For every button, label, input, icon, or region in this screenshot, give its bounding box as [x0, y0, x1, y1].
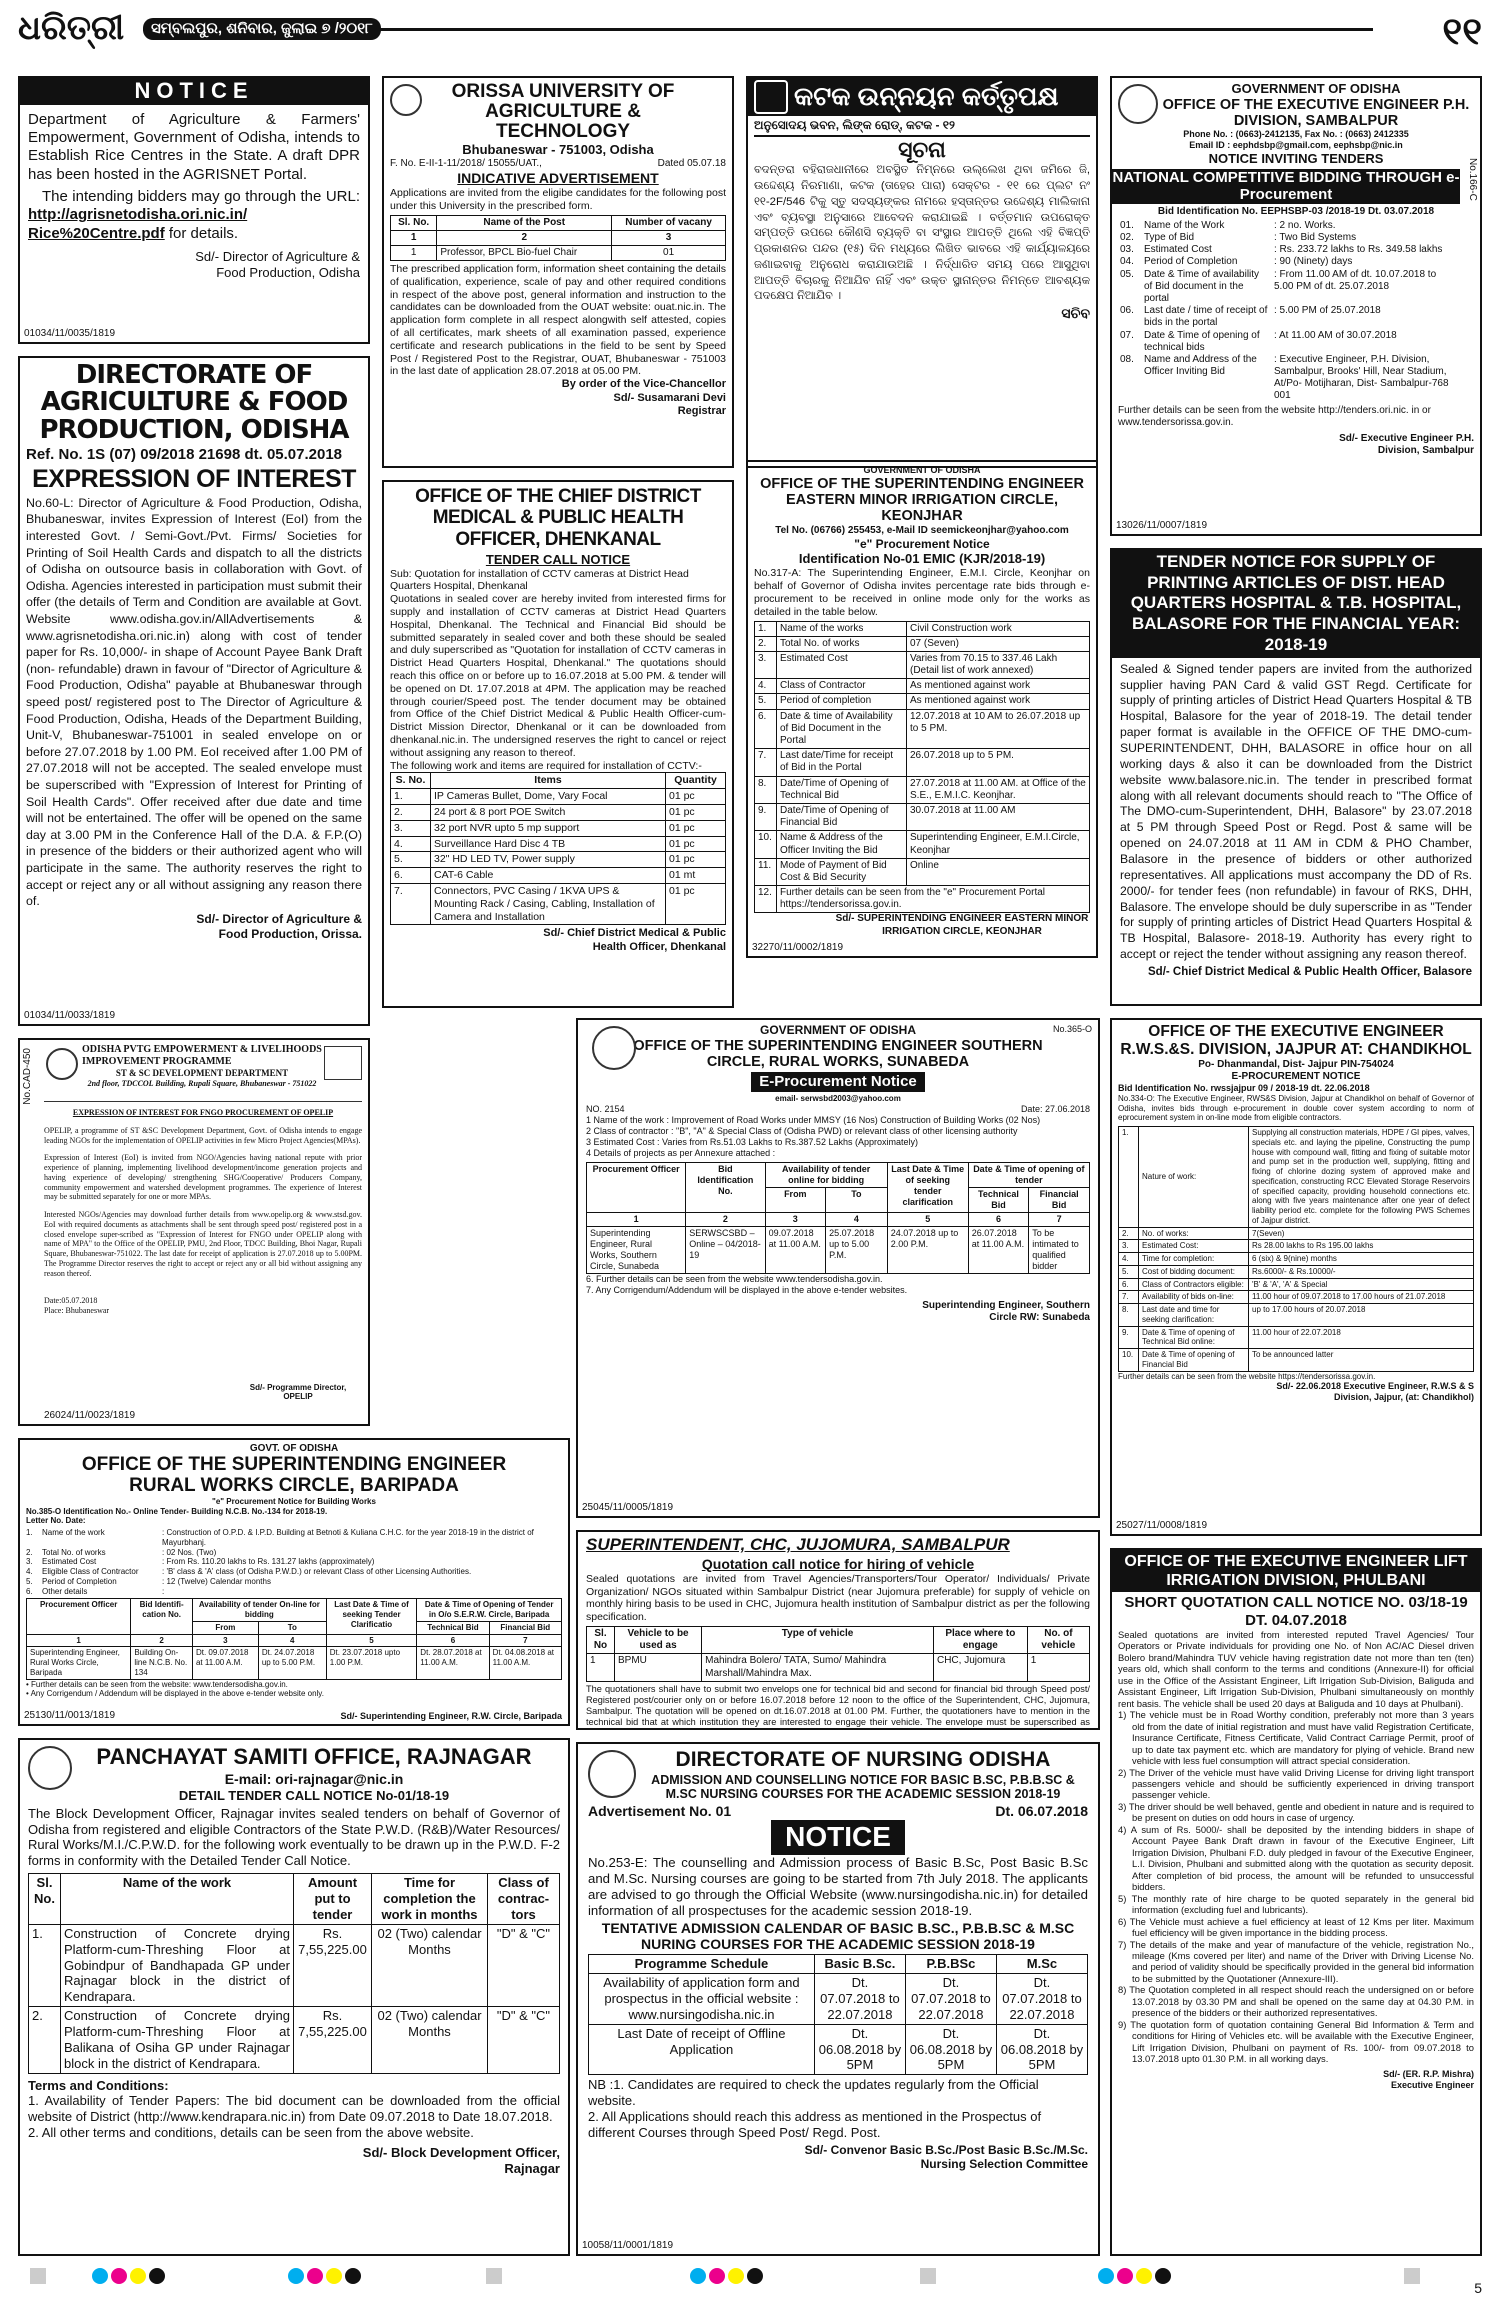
ps-term1: 1. Availability of Tender Papers: The bid document can be downloaded from the official website of District (http://www.kendrapara.nic.in) from Date 09.07.2018 to Date 18.07.2018.: [28, 2093, 560, 2125]
rwc-ref: 25130/11/0013/1819: [24, 1709, 116, 1721]
cyan-dot: [1098, 2268, 1114, 2284]
ouat-sub: INDICATIVE ADVERTISEMENT: [457, 169, 659, 186]
rws-table: [1118, 1126, 1474, 1372]
ouat-intro: Applications are invited from the eligibe candidates for the following post under this University in the prescribed form.: [390, 186, 726, 212]
page-number-odia: ୧୧: [1442, 8, 1482, 53]
table-row: 7. Connectors, PVC Casing / 1KVA UPS & Mounting Rack / Casing, Cabling, Installation of Camera and Installation 01 pc: [391, 883, 726, 924]
odisha-emblem-icon: [28, 1746, 72, 1790]
ouat-order: By order of the Vice-Chancellor: [561, 378, 726, 391]
table-row: 6. Class of Contractors eligible: 'B' & 'A', 'A' & Special: [1119, 1278, 1474, 1291]
table-row: 2. 24 port & 8 port POE Switch 01 pc: [391, 805, 726, 821]
ps-table: Sl. No. Name of the work Amount put to tender Time for completion the work in months Class of contrac-tors 1. Construction of Concrete drying Platform-cum-Threshing Floor at Gobindpur of Bandhapada GP under Rajnagar block in the district of Kendrapara. Rs. 7,55,225.00 02 (Two) calendar Months "D" & "C" 2. Construction of Concrete drying Platform-cum-Threshing Floor at Balikana of Osiha GP under Rajnagar block in the district of Kendrapara. Rs. 7,55,225.00 02 (Two) calendar Months "D" & "C": [28, 1873, 560, 2073]
magenta-dot: [1117, 2268, 1133, 2284]
ph-ref: 13026/11/0007/1819: [1116, 519, 1208, 531]
table-row: 5. Cost of bidding document: Rs.6000/- & Rs.10000/-: [1119, 1265, 1474, 1278]
table-row: 8. Last date and time for seeking clarification: up to 17.00 hours of 20.07.2018: [1119, 1304, 1474, 1327]
yellow-dot: [130, 2268, 146, 2284]
cdmo-list-intro: The following work and items are required for installation of CCTV:-: [390, 759, 702, 772]
list-item: 4) A sum of Rs. 5000/- shall be deposited by the intending bidders in shape of Account Payee Bank Draft drawn in favour of the Executive Engineer, Lift Irrigation Division, Phulbani F.D. duly pledged in favour of the Executive Engineer, L.I. Division, Phulbani and submitted along with the quotation as security deposit. After completion of bid process, the amount will be refunded to unsuccessful bidders.: [1118, 1823, 1474, 1893]
ps-term2: 2. All other terms and conditions, details can be seen from the above website.: [28, 2125, 474, 2141]
rws-signature: Sd/- 22.06.2018 Executive Engineer, R.W.S & S Division, Jajpur, (at: Chandikhol): [1276, 1381, 1474, 1403]
chc-table: Sl. No Vehicle to be used as Type of vehicle Place where to engage No. of vehicle 1 BPMU Mahindra Bolero/ TATA, Sumo/ Mahindra Marshall/Mahindra Max. CHC, Jujomura 1: [586, 1626, 1090, 1682]
ref-number: 01034/11/0035/1819: [24, 327, 116, 339]
list-item: 6. Other details :: [26, 1586, 165, 1596]
ph-sambalpur: [1110, 76, 1482, 536]
black-dot: [1155, 2268, 1171, 2284]
table-row: 08. Name and Address of the Officer Inviting Bid : Executive Engineer, P.H. Division, Sambalpur, Brooks' Hill, Near Stadium, At/Po- Motijharan, Dist- Sambalpur-768 001: [1120, 353, 1449, 402]
bal-title: TENDER NOTICE FOR SUPPLY OF PRINTING ARTICLES OF DIST. HEAD QUARTERS HOSPITAL & T.B. HOSPITAL, BALASORE FOR THE FINANCIAL YEAR: 2018-19: [1112, 550, 1480, 658]
table-row: 05. Date & Time of availability of Bid document in the portal : From 11.00 AM of dt. 10.07.2018 to 5.00 PM of dt. 25.07.2018: [1120, 268, 1437, 304]
table-row: 03. Estimated Cost : Rs. 233.72 lakhs to Rs. 349.58 lakhs: [1120, 244, 1443, 256]
chc-jujomura: [576, 1530, 1100, 1730]
ps-signature: Sd/- Block Development Officer, Rajnagar: [362, 2144, 560, 2176]
rwc-baripada: [18, 1438, 570, 1726]
opelip-signature: Sd/- Programme Director, OPELIP: [249, 1382, 347, 1402]
rws-sub: E-PROCUREMENT NOTICE: [1231, 1070, 1361, 1082]
list-item: 2 Class of contractor : "B", "A" & Special Class of (Odisha PWD) or relevant class of other licensing authority: [586, 1126, 1018, 1137]
nursing-nb2: 2. All Applications should reach this address as mentioned in the Prospectus of different Courses through Speed Post/ Regd. Post.: [588, 2109, 1042, 2140]
mic-ref: 32270/11/0002/1819: [752, 941, 844, 953]
rwc-sub: "e" Procurement Notice for Building Works: [212, 1496, 376, 1506]
ouat-fno: F. No. E-II-1-11/2018/ 15055/UAT.,: [390, 157, 542, 169]
ps-rajnagar: [18, 1738, 570, 2256]
list-item: 4 Details of projects as per Annexure attached :: [586, 1148, 776, 1159]
opelip-sub: ST & SC DEVELOPMENT DEPARTMENT: [115, 1068, 289, 1079]
table-row: 11. Mode of Payment of Bid Cost & Bid Security Online: [755, 858, 1090, 885]
opelip-heading: EXPRESSION OF INTEREST FOR FNGO PROCUREMENT OF OPELIP: [72, 1108, 334, 1118]
balasore-tender: [1110, 548, 1482, 1006]
rwc-note1: • Further details can be seen from the website: www.tendersodisha.gov.in.: [26, 1679, 288, 1689]
sun-govt: GOVERNMENT OF ODISHA: [759, 1023, 916, 1037]
cda-body: ବଦନ୍ତରା ବହିରାଜଧାନୀରେ ଅବସ୍ଥିତ ନିମ୍ନରେ ଉଲ୍ଲେଖ ଥିବା ଜମିରେ ଜି, ଉଦ୍ଦେଶ୍ୟ ନିରମାଣା, କଟକ (ତାହେର ପାରା) ସେକ୍ଟର - ୧୧ ରେ ପ୍ଲଟ ନଂ ୧୧-2F/546 ଟିକୁ ସ୍ତୁ ସଦସ୍ୟଙ୍କର ନାମରେ ହସ୍ତାନ୍ତର ଉଦ୍ଦେଶ୍ୟ ମାଲିକାନା ଏବଂ ବ୍ୟବସ୍ଥା ଅନୁସାରେ ଆବେଦନ କରାଯାଇଛି । ବର୍ତ୍ତମାନ ଉପରୋକ୍ତ ସମ୍ପତ୍ତି ଉପରେ କୌଣସି ବ୍ୟକ୍ତି ବା ସଂସ୍ଥାର ଆପତ୍ତି ଥିଲେ ଏହି ବିଜ୍ଞପ୍ତି ପ୍ରକାଶନର ପନ୍ଦର (୧୫) ଦିନ ମଧ୍ୟରେ ଲିଖିତ ଭାବରେ ଏହି କାର୍ଯ୍ୟାଳୟରେ ଜଣାଇବାକୁ ଅନୁରୋଧ କରାଯାଉଅଛି । ନିର୍ଦ୍ଧାରିତ ସମୟ ପରେ ଆସୁଥିବା ଆପତ୍ତି ବିଚାରକୁ ନିଆଯିବ ନାହିଁ ଏବଂ ଉକ୍ତ ସ୍ଥାନାନ୍ତର ନିମନ୍ତେ ଆବଶ୍ୟକ ପଦକ୍ଷେପ ନିଆଯିବ ।: [754, 164, 1090, 303]
table-row: 3. Estimated Cost Varies from 70.15 to 337.46 Lakh (Detail list of work annexed): [755, 651, 1090, 678]
list-item: 7) The details of the make and year of manufacture of the vehicle, registration No., mileage (Kms covered per liter) and name of the Driver with Driving License No. and period of validity should be specifically provided in the general bid information to be submitted by the Quotationer (Annexure-III).: [1118, 1938, 1474, 1984]
list-item: 1) The vehicle must be in Road Worthy condition, preferably not more than 3 years old from the date of initial registration and must have valid Registration Certificate, Insurance Certificate, Fitness Certificate, Valid Contract Carriage Permit, proof of up to date tax payment etc. which are mandatory for plying of vehicle. Brand new vehicle with less fuel consumption will attract special consideration.: [1118, 1709, 1474, 1767]
cyan-dot: [92, 2268, 108, 2284]
yellow-dot: [1136, 2268, 1152, 2284]
table-row: 1 Professor, BPCL Bio-fuel Chair 01: [391, 245, 726, 260]
rwc-title: OFFICE OF THE SUPERINTENDING ENGINEER RURAL WORKS CIRCLE, BARIPADA: [81, 1454, 507, 1497]
cdmo-title: OFFICE OF THE CHIEF DISTRICT MEDICAL & PUBLIC HEALTH OFFICER, DHENKANAL: [415, 486, 701, 550]
opelip-p1: OPELIP, a programme of ST &SC Development Department, Govt. of Odisha intends to engage leading NGOs for the implementation of OPELIP activities in few Micro Project Agencies(MPAs).: [44, 1125, 362, 1145]
table-row: Last Date of receipt of Offline Application Dt. 06.08.2018 by 5PM Dt. 06.08.2018 by 5PM Dt. 06.08.2018 by 5PM: [589, 2024, 1088, 2075]
table-row: 12. Further details can be seen from the "e" Procurement Portal https://tendersorissa.gov.in.: [755, 886, 1090, 913]
table-row: 4. Class of Contractor As mentioned against work: [755, 679, 1090, 694]
magenta-dot: [307, 2268, 323, 2284]
ps-sub: DETAIL TENDER CALL NOTICE No-01/18-19: [178, 1787, 450, 1803]
lid-sub: SHORT QUOTATION CALL NOTICE NO. 03/18-19 DT. 04.07.2018: [1124, 1594, 1468, 1629]
notice-title: NOTICE: [20, 78, 368, 105]
nursing-signature: Sd/- Convenor Basic B.Sc./Post Basic B.Sc./M.Sc. Nursing Selection Committee: [804, 2142, 1088, 2172]
mic-table: [754, 621, 1090, 914]
side-number: No.CAD-450: [22, 1048, 33, 1105]
odisha-emblem-icon: [588, 1750, 636, 1798]
yellow-dot: [326, 2268, 342, 2284]
nursing-notice: [576, 1742, 1100, 2256]
table-row: 5. Period of completion As mentioned against work: [755, 694, 1090, 709]
ouat-date: Dated 05.07.18: [657, 157, 726, 169]
nursing-title: DIRECTORATE OF NURSING ODISHA: [675, 1748, 1051, 1771]
table-row: 2. Total No. of works 07 (Seven): [755, 636, 1090, 651]
ph-bar: NATIONAL COMPETITIVE BIDDING THROUGH e-Procurement: [1112, 169, 1460, 204]
doa-eoi: [18, 356, 370, 1026]
cda-notice: [746, 76, 1098, 468]
doa-signature: Sd/- Director of Agriculture & Food Production, Orissa.: [196, 911, 362, 941]
registration-marks: [1098, 2268, 1171, 2284]
sun-note7: 7. Any Corrigendum/Addendum will be displayed in the above e-tender websites.: [586, 1284, 908, 1295]
table-row: 07. Date & Time of opening of technical bids : At 11.00 AM of 30.07.2018: [1120, 329, 1397, 353]
ph-side-no: No.166-C: [1467, 158, 1478, 201]
bal-body: Sealed & Signed tender papers are invited from the authorized supplier having PAN Card & valid GST Regd. Certificate for supply of printing articles of District Head Quarters Hospital & TB Hospital, Balasore for the year of 2018-19. The detail tender paper format is available in the OFFICE OF THE DMO-cum-SUPERINTENDENT, DHH, BALASORE in office hour on all working days & also it can be downloaded from the District website www.balasore.nic.in. The tender in prescribed format along with all relevant documents should reach to "The Office of The DMO-cum-Superintendent, DHH, Balasore" by 23.07.2018 at 5 PM through Speed Post or Regd. Post & same will be opened on 24.07.2018 at 11 AM in CDM & PHO Chamber, Balasore in the presence of bidders or other authorized representatives. All applications must accompany the DD of Rs. 2000/- for tender fees (non refundable) in favour of RKS, DHH, Balasore. The envelope should be duly superscribe in as "Tender for supply of printing articles of District Head Quarters Hospital & TB Hospital, Balasore- 2018-19. Authority has every right to accept or reject the tender without assigning any reason thereof.: [1120, 661, 1472, 962]
lid-body: Sealed quotations are invited from interested reputed Travel Agencies/ Tour Operators or Private individuals for providing one No. of Non AC/AC Diesel driven Bolero brand/Mahindra TUV vehicle having registration date not more than ten (ten) years old, which shall conform to the terms and conditions (Annexure-II) for official use in the Office of the Assistant Engineer, Lift Irrigation Sub-Division, Baliguda and Assistant Engineer, Lift Irrigation Sub-Division, Phulbani simultaneously on monthly rent basis. The vehicle shall be used 20 days at Baliguda and 10 days at Phulbani).: [1118, 1628, 1474, 1709]
doa-ref: Ref. No. 1S (07) 09/2018 21698 dt. 05.07.2018: [26, 445, 343, 463]
ph-signature: Sd/- Executive Engineer P.H. Division, Sambalpur: [1339, 433, 1474, 457]
cdmo-table: S. No. Items Quantity 1. IP Cameras Bullet, Dome, Vary Focal 01 pc 2. 24 port & 8 port POE Switch 01 pc 3. 32 port NVR upto 5 mp support 01 pc 4. Surveillance Hard Disc 4 TB 01 pc 5. 32" HD LED TV, Power supply 01 pc 6. CAT-6 Cable 01 mt 7. Connectors, PVC Casing / 1KVA UPS & Mounting Rack / Casing, Cabling, Installation of Camera and Installation 01 pc: [390, 772, 726, 925]
table-row: 1. Nature of work: Supplying all construction materials, HDPE / GI pipes, valves, specials etc. and laying the pipeline, Constructing the pump house with compound wall, fitting and fixing of suitable motor and pump set in the production well, supplying, fitting and fixing of chlorine dozing system of approved make and specification, constructing RCC Elevated Storage Reservoirs of specified capacity, providing household connections etc. along with five years maintenance after one year of defect liability period etc. complete for the following PWS Schemes of Jajpur district.: [1119, 1127, 1474, 1228]
ouat-table: Sl. No. Name of the Post Number of vacany 1 2 3 1 Professor, BPCL Bio-fuel Chair 01: [390, 215, 726, 262]
nursing-nb1: NB :1. Candidates are required to check the updates regularly from the Official website.: [588, 2077, 1039, 2109]
nursing-table: Programme Schedule Basic B.Sc. P.B.BSc M.Sc Availability of application form and prospectus in the official website : www.nursingodisha.nic.in Dt. 07.07.2018 to 22.07.2018 Dt. 07.07.2018 to 22.07.2018 Dt. 07.07.2018 to 22.07.2018 Last Date of receipt of Offline Application Dt. 06.08.2018 by 5PM Dt. 06.08.2018 by 5PM Dt. 06.08.2018 by 5PM: [588, 1954, 1088, 2075]
rws-jajpur: [1110, 1018, 1482, 1536]
gray-mark: [1404, 2268, 1420, 2284]
table-row: 2. No. of works: 7(Seven): [1119, 1227, 1474, 1240]
list-item: 4. Eligible Class of Contractor : 'B' class & 'A' class (of Odisha P.W.D.) or relevant Class of other Licensing Authorities.: [26, 1567, 472, 1577]
table-row: 10. Date & Time of opening of Financial Bid To be announced latter: [1119, 1349, 1474, 1372]
lid-phulbani: [1110, 1548, 1482, 2256]
nursing-date: Dt. 06.07.2018: [995, 1803, 1088, 1820]
notice-url-text: The intending bidders may go through the URL: http://agrisnetodisha.ori.nic.in/ Rice%20Centre.pdf for details.: [28, 188, 360, 242]
lid-signature: Sd/- (ER. R.P. Mishra) Executive Engineer: [1383, 2068, 1474, 2090]
nursing-ref: 10058/11/0001/1819: [582, 2239, 674, 2251]
ps-email: E-mail: ori-rajnagar@nic.in: [224, 1770, 404, 1787]
dateline: ସମ୍ବଲପୁର, ଶନିବାର, ଜୁଲାଇ ୭ /୨୦୧୮: [143, 18, 381, 40]
cdmo-subject: Sub: Quotation for installation of CCTV cameras at District Head Quarters Hospital, Dhenkanal: [390, 567, 689, 593]
rws-bid: Bid Identification No. rwssjajpur 09 / 2018-19 dt. 22.06.2018: [1118, 1083, 1370, 1093]
table-row: 6. Date & time of Availability of Bid Document in the Portal 12.07.2018 at 10 AM to 26.07.2018 up to 5 PM.: [755, 709, 1090, 749]
newspaper-logo: ଧରିତ୍ରୀ: [18, 8, 125, 48]
rws-further: Further details can be seen from the website https://tendersorissa.gov.in.: [1118, 1371, 1376, 1381]
rwc-table: Procurement Officer Bid Identifi-cation No. Availability of tender On-line for bidding Last Date & Time of seeking Tender Clarificatio Date & Time of Opening of Tender in O/o S.E.R.W. Circle, Baripada From To Technical Bid Financial Bid 1 2 3 4 5 6 7 Superintending Engineer, Rural Works Circle, Baripada Building On-line N.C.B. No. 134 Dt. 09.07.2018 at 11.00 A.M. Dt. 24.07.2018 up to 5.00 P.M. Dt. 23.07.2018 upto 1.00 P.M. Dt. 28.07.2018 at 11.00 A.M. Dt. 04.08.2018 at 11.00 A.M.: [26, 1598, 562, 1679]
list-item: 5) The monthly rate of hire charge to be quoted separately in the general bid information (excluding fuel and lubricants).: [1118, 1892, 1474, 1916]
table-row: 3. Estimated Cost: Rs 28.00 lakhs to Rs 195.00 lakhs: [1119, 1240, 1474, 1253]
ph-table: [1118, 220, 1456, 403]
table-row: Availability of application form and prospectus in the official website : www.nursingodisha.nic.in Dt. 07.07.2018 to 22.07.2018 Dt. 07.07.2018 to 22.07.2018 Dt. 07.07.2018 to 22.07.2018: [589, 1974, 1088, 2025]
chc-sub: Quotation call notice for hiring of vehicle: [701, 1555, 975, 1572]
table-row: 01. Name of the Work : 2 no. Works.: [1120, 219, 1336, 231]
mic-govt: GOVERNMENT OF ODISHA: [863, 465, 981, 475]
nursing-body: No.253-E: The counselling and Admission process of Basic B.Sc, Post Basic B.Sc and M.Sc. Nursing courses are going to be started from 7th July 2018. The applicants are advised to go through the Official Website (www.nursingodisha.nic.in) for detailed information of all prospectuses for the academic session 2018-19.: [588, 1854, 1088, 1918]
lid-conditions: [1118, 1709, 1474, 2065]
mic-body: No.317-A: The Superintending Engineer, E.M.I. Circle, Keonjhar on behalf of Governor of Odisha invites percentage rate bids through e-procurement to be received in online mode only for the works as detailed in the table below.: [754, 567, 1090, 618]
table-row: 1 BPMU Mahindra Bolero/ TATA, Sumo/ Mahindra Marshall/Mahindra Max. CHC, Jujomura 1: [587, 1654, 1090, 1681]
sun-items: [586, 1115, 1090, 1159]
opelip-p3: Interested NGOs/Agencies may download further details from www.opelip.org & www.stsd.gov. EoI with required documents as attachments shall be sent through speed post/ registered post in a closed envelope super-scribed as "Expression of Interest for FNGO under OPELIP along with name of MPA" to the Office of the OPELIP, PMU, 2nd Floor, TDCC Building, Bhoi Nagar, Rupali Square, Bhubaneswar-751022. The last date for receipt of application is 27.07.2018 up to 5.00PM. The Programme Director reserves the right to accept or reject any or all bid without assigning any reason thereof.: [44, 1210, 362, 1278]
opelip-p2: Expression of Interest (EoI) is invited from NGO/Agencies having national repute with prior experience of planning, implementing livelihood development/income generation projects and having experience of developing/ strengthening SHG/Cooperative/ Producers Company, community empowerment and watershed development programmes. The experience of Interest may be submitted separately for one or more MPAs.: [44, 1153, 362, 1202]
eoi-heading: EXPRESSION OF INTEREST: [32, 465, 356, 494]
ouat-logo-icon: [390, 84, 422, 116]
odisha-emblem-icon: [1118, 84, 1158, 124]
registration-marks: [92, 2268, 165, 2284]
rwc-items: [26, 1528, 562, 1596]
opelip-date: Date:05.07.2018: [44, 1296, 98, 1306]
cda-signature: ସଚିବ: [1061, 305, 1090, 322]
ouat-title: ORISSA UNIVERSITY OF AGRICULTURE & TECHNOLOGY: [451, 81, 675, 142]
ph-phone: Phone No. : (0663)-2412135, Fax No. : (0663) 2412335: [1183, 129, 1409, 140]
table-row: 3. 32 port NVR upto 5 mp support 01 pc: [391, 820, 726, 836]
mic-signature: Sd/- SUPERINTENDING ENGINEER EASTERN MINOR IRRIGATION CIRCLE, KEONJHAR: [835, 913, 1089, 937]
table-row: 06. Last date / time of receipt of bids in the portal : 5.00 PM of 25.07.2018: [1120, 305, 1381, 329]
notice-body: Department of Agriculture & Farmers' Empowerment, Government of Odisha, intends to Establish Rice Centres in the State. A draft DPR has been hosted in the AGRISNET Portal.: [28, 110, 360, 183]
mic-tel: Tel No. (06766) 255453, e-Mail ID seemickeonjhar@yahoo.com: [775, 524, 1069, 536]
sun-signature: Superintending Engineer, Southern Circle RW: Sunabeda: [922, 1299, 1090, 1323]
doa-title: DIRECTORATE OF AGRICULTURE & FOOD PRODUCTION, ODISHA: [39, 360, 349, 445]
rwc-note2: • Any Corrigendum / Addendum will be displayed in the above e-tender website only.: [26, 1689, 324, 1699]
table-row: 1. IP Cameras Bullet, Dome, Vary Focal 01 pc: [391, 789, 726, 805]
doa-body: No.60-L: Director of Agriculture & Food Production, Odisha, Bhubaneswar, invites Expression of Interest (EoI) from the interested Govt. / Semi-Govt./Pvt. Firms/ Societies for Printing of Soil Health Cards and dispatch to all the districts of Odisha on outsource basis in collaboration with Govt. of Odisha. Agencies interested in participation must submit their offer (the details of Term and Condition are available at Govt. Website www.odisha.gov.in/AllAdvertisements & www.agrisnetodisha.ori.nic.in) along with cost of tender paper for Rs. 10,000/- in shape of Account Payee Bank Draft (non- refundable) drawn in favour of "Director of Agriculture & Food Production, Odisha" payable at Bhubaneswar through speed post/ registered post to The Director of Agriculture & Food Production, Odisha, Heads of the Department Building, Unit-V, Bhubaneswar-751001 in sealed envelope on or before 27.07.2018 by 1.00 PM. EoI received after 1.00 PM of 27.07.2018 will not be accepted. The sealed envelope must be superscribed with "Expression of Interest for Printing of Soil Health Cards". Offer received after due date and time will not be entertained. The offer will be opened on the same day at 3.00 PM in the Conference Hall of the D.A. & F.P.(O) in presence of the bidders or their authorized agent who will participate in the same. The authority reserves the right to accept or reject any or all without assigning any reason there of.: [26, 495, 362, 909]
nursing-adv: Advertisement No. 01: [588, 1803, 732, 1820]
list-item: 5. Period of Completion : 12 (Twelve) Calendar months: [26, 1576, 271, 1586]
rwc-letter: Letter No. Date:: [26, 1516, 86, 1526]
registration-marks: [288, 2268, 361, 2284]
list-item: 2) The Driver of the vehicle must have valid Driving License for driving light transport passengers vehicle and should be sufficiently experienced in driving transport passenger vehicle.: [1118, 1766, 1474, 1801]
odisha-emblem-icon: [592, 1026, 636, 1070]
sun-title: OFFICE OF THE SUPERINTENDING ENGINEER SOUTHERN CIRCLE, RURAL WORKS, SUNABEDA: [633, 1037, 1043, 1070]
nursing-sub: ADMISSION AND COUNSELLING NOTICE FOR BASIC B.SC, P.B.B.SC & M.SC NURSING COURSES FOR THE ACADEMIC SESSION 2018-19: [651, 1772, 1075, 1801]
table-row: 2. Construction of Concrete drying Platform-cum-Threshing Floor at Balikana of Osiha GP under Rajnagar block in the district of Kendrapara. Rs. 7,55,225.00 02 (Two) calendar Months "D" & "C": [29, 2007, 560, 2073]
ps-title: PANCHAYAT SAMITI OFFICE, RAJNAGAR: [96, 1744, 532, 1769]
opelip-ref: 26024/11/0023/1819: [44, 1409, 136, 1421]
table-row: 9. Date & Time of opening of Technical Bid online: 11.00 hour of 22.07.2018: [1119, 1326, 1474, 1349]
cda-title: କଟକ ଉନ୍ନୟନ କର୍ତ୍ତୃପକ୍ଷ: [794, 81, 1059, 112]
ps-body: The Block Development Officer, Rajnagar invites sealed tenders on behalf of Governor of Odisha from registered and eligible Contractors of the State P.W.D. (R&B)/Water Resources/ Rural Works/M.I./C.P.W.D. for the following work eventually to be drawn up in the P.W.D. F-2 forms in conformity with the Detailed Tender Call Notice.: [28, 1805, 560, 1869]
table-row: 9. Date/Time of Opening of Financial Bid 30.07.2018 at 11.00 AM: [755, 803, 1090, 830]
cda-sub: ସୂଚନା: [898, 136, 946, 162]
sun-email: email- serwsbd2003@yahoo.com: [775, 1094, 901, 1104]
registration-marks: [690, 2268, 763, 2284]
masthead: [18, 8, 1482, 58]
cdmo-body: Quotations in sealed cover are hereby invited from interested firms for supply and installation of CCTV cameras at District Head Quarters Hospital, Dhenkanal. The Technical and Financial Bid should be submitted separately in sealed cover and both these should be sealed and duly superscribed as "Quotation for installation of CCTV cameras in District Head Quarters Hospital, Dhenkanal." The quotations should reach this office on or before up to 16.07.2018 at 5.00 PM. & tender will be opened on Dt. 17.07.2018 at 4PM. The application may be reached through courier/Speed post. The tender document may be obtained from Office of the Chief District Medical & Public Health Officer-cum-District Mission Director, Dhenkanal or it can be downloaded from dhenkanal.nic.in. The undersigned reserves the right to cancel or reject without assigning any reason to thereof.: [390, 593, 726, 759]
chc-body2: The quotationers shall have to submit two envelops one for technical bid and second for financial bid through Speed post/ Registered post/courier only on or before 16.07.2018 before 12 noon to the office of the Superintendent, CHC, Jujomura, Sambalpur. The quotation will be opened on dt.16.07.2018 at 01.00 PM. Further, the quotationers have to mention in the technical bid that at which institution they are interested to engage their vehicle. The envelope must be superscribed as: [586, 1683, 1090, 1728]
ouat-body: The prescribed application form, information sheet containing the details of qualification, experience, scale of pay and other required conditions in respect of the above post, general information and instruction to the candidates can be downloaded from the OUAT website: ouat.nic.in. The application form complete in all respect alongwith self attested, copies of all certificates, mark sheets of all examination passed, experience certificate and research publications in the field to be sent by Speed Post / Registered Post to the Registrar, OUAT, Bhubaneswar - 751003 in the last date of application 28.07.2018 at 05.00 PM.: [390, 263, 726, 378]
cyan-dot: [288, 2268, 304, 2284]
rws-title: OFFICE OF THE EXECUTIVE ENGINEER R.W.S.&S. DIVISION, JAJPUR AT: CHANDIKHOL: [1120, 1023, 1472, 1058]
table-row: Superintending Engineer, Rural Works, Southern Circle, Sunabeda SERWSCSBD – Online – 04/2018- 19 09.07.2018 at 11.00 A.M. 25.07.2018 up to 5.00 P.M. 24.07.2018 up to 2.00 P.M. 26.07.2018 at 11.00 A.M. To be intimated to qualified bidder: [587, 1226, 1090, 1273]
black-dot: [747, 2268, 763, 2284]
nursing-notice-label: NOTICE: [771, 1820, 905, 1854]
list-item: 3 Estimated Cost : Varies from Rs.51.03 Lakhs to Rs.387.52 Lakhs (Approximately): [586, 1137, 918, 1148]
table-row: 1. Construction of Concrete drying Platform-cum-Threshing Floor at Gobindpur of Bandhapada GP under Rajnagar block in the district of Kendrapara. Rs. 7,55,225.00 02 (Two) calendar Months "D" & "C": [29, 1924, 560, 2006]
mic-sub: "e" Procurement Notice: [854, 536, 990, 551]
mic-title: OFFICE OF THE SUPERINTENDING ENGINEER EASTERN MINOR IRRIGATION CIRCLE, KEONJHAR: [760, 475, 1084, 525]
rice-centre-link[interactable]: http://agrisnetodisha.ori.nic.in/ Rice%20Centre.pdf: [28, 206, 248, 242]
rws-ref: 25027/11/0008/1819: [1116, 1519, 1208, 1531]
rwc-id: No.385-O Identification No.- Online Tender- Building N.C.B. No.-134 for 2018-19.: [26, 1506, 328, 1516]
odisha-emblem-icon: [46, 1048, 78, 1080]
mic-id: Identification No-01 EMIC (KJR/2018-19): [798, 551, 1046, 567]
rws-address: Po- Dhanmandal, Dist- Jajpur PIN-754024: [1198, 1058, 1394, 1070]
ouat-city: Bhubaneswar - 751003, Odisha: [462, 141, 654, 157]
mic-keonjhar: [746, 460, 1098, 958]
list-item: 6) The Vehicle must achieve a fuel efficiency at least of 12 Kms per liter. Maximum fuel efficiency will be given importance in the bidding process.: [1118, 1915, 1474, 1939]
rws-body: No.334-O: The Executive Engineer, RWS&S Division, Jajpur at Chandikhol on behalf of Governor of Odisha, invites bids through e-procurement in double cover system according to norm of eprocurement system in on-line mode from eligible contractors.: [1118, 1093, 1474, 1123]
bal-signature: Sd/- Chief District Medical & Public Health Officer, Balasore: [1148, 966, 1472, 978]
rwc-signature: Sd/- Superintending Engineer, R.W. Circle, Baripada: [340, 1711, 562, 1722]
page-number: 5: [1474, 2280, 1482, 2296]
ph-further: Further details can be seen from the website http://tenders.ori.nic. in or www.tendersorissa.gov.in.: [1118, 404, 1431, 428]
ouat-signature: Sd/- Susamarani Devi Registrar: [613, 391, 726, 418]
list-item: 3. Estimated Cost : From Rs. 110.20 lakhs to Rs. 131.27 lakhs (approximately): [26, 1557, 375, 1567]
sun-side-no: No.365-O: [1052, 1024, 1092, 1034]
gray-mark: [920, 2268, 936, 2284]
chc-title: SUPERINTENDENT, CHC, JUJOMURA, SAMBALPUR: [586, 1535, 1010, 1554]
sun-date: Date: 27.06.2018: [1020, 1104, 1090, 1115]
table-row: 5. 32" HD LED TV, Power supply 01 pc: [391, 852, 726, 868]
opelip-place: Place: Bhubaneswar: [44, 1306, 110, 1316]
rwc-govt: GOVT. OF ODISHA: [249, 1443, 339, 1454]
list-item: 2. Total No. of works : 02 Nos. (Two): [26, 1547, 217, 1557]
opelip-logo-icon: [324, 1046, 362, 1080]
lid-title: OFFICE OF THE EXECUTIVE ENGINEER LIFT IRRIGATION DIVISION, PHULBANI: [1112, 1550, 1480, 1592]
sunabeda-eproc: [576, 1018, 1100, 1518]
signature: Sd/- Director of Agriculture & Food Production, Odisha: [195, 248, 360, 280]
table-row: 10. Name & Address of the Officer Inviting the Bid Superintending Engineer, E.M.I.Circle, Keonjhar: [755, 831, 1090, 858]
list-item: 9) The quotation form of quotation containing General Bid Information & Term and conditions for Hiring of Vehicles etc. will be available with the Executive Engineer, Lift Irrigation Division, Phulbani on payment of Rs. 100/- from 09.07.2018 to 13.07.2018 upto 01.30 P.M. in all working days.: [1118, 2018, 1474, 2065]
opelip-address: 2nd floor, TDCCOL Building, Rupali Square, Bhubaneswar - 751022: [87, 1079, 317, 1089]
gray-mark: [486, 2268, 502, 2284]
ph-sub: NOTICE INVITING TENDERS: [1208, 151, 1384, 167]
ph-bid: Bid Identification No. EEPHSBP-03 /2018-19 Dt. 03.07.2018: [1157, 205, 1435, 217]
cdmo-dhenkanal: [382, 480, 734, 1008]
table-row: 8. Date/Time of Opening of Technical Bid 27.07.2018 at 11.00 AM. at Office of the S.E., E.M.I.C. Keonjhar.: [755, 776, 1090, 803]
opelip-title: ODISHA PVTG EMPOWERMENT & LIVELIHOODS IMPROVEMENT PROGRAMME: [82, 1044, 322, 1068]
opelip-eoi: [18, 1038, 370, 1426]
magenta-dot: [111, 2268, 127, 2284]
table-row: 6. CAT-6 Cable 01 mt: [391, 868, 726, 884]
sun-no: NO. 2154: [586, 1104, 625, 1115]
table-row: Superintending Engineer, Rural Works Circle, Baripada Building On-line N.C.B. No. 134 Dt. 09.07.2018 at 11.00 A.M. Dt. 24.07.2018 up to 5.00 P.M. Dt. 23.07.2018 upto 1.00 P.M. Dt. 28.07.2018 at 11.00 A.M. Dt. 04.08.2018 at 11.00 A.M.: [27, 1647, 562, 1679]
list-item: 1. Name of the work : Construction of O.P.D. & I.P.D. Building at Betnoti & Kuliana C.H.C. for the year 2018-19 in the district of Mayurbhanj.: [26, 1528, 534, 1547]
magenta-dot: [709, 2268, 725, 2284]
table-row: 7. Availability of bids on-line: 11.00 hour of 09.07.2018 to 17.00 hours of 21.07.2018: [1119, 1291, 1474, 1304]
cdmo-sub: TENDER CALL NOTICE: [485, 551, 631, 567]
table-row: 1. Name of the works Civil Construction work: [755, 621, 1090, 636]
cda-address: ଅନୁସୋଦୟ ଭବନ, ଲିଙ୍କ ରୋଡ୍, କଟକ - ୧୨: [754, 116, 1090, 137]
list-item: 3) The driver should be well behaved, gentle and obedient in nature and is required to be present on duties on odd hours in case of urgency.: [1118, 1800, 1474, 1824]
cdmo-signature: Sd/- Chief District Medical & Public Health Officer, Dhenkanal: [543, 927, 726, 953]
black-dot: [345, 2268, 361, 2284]
gray-mark: [30, 2268, 46, 2284]
cda-logo-icon: [754, 80, 788, 114]
sun-bar: E-Procurement Notice: [751, 1072, 925, 1092]
list-item: 1 Name of the work : Improvement of Road Works under MMSY (16 Nos) Construction of Building Works (02 Nos): [586, 1115, 1041, 1126]
table-row: 7. Last date/Time for receipt of Bid in the Portal 26.07.2018 up to 5 PM.: [755, 749, 1090, 776]
table-row: 04. Period of Completion : 90 (Ninety) days: [1120, 256, 1353, 268]
sun-table: Procurement Officer Bid Identification No. Availability of tender online for bidding Last Date & Time of seeking tender clarification Date & Time of opening of tender From To Technical Bid Financial Bid 1 2 3 4 5 6 7 Superintending Engineer, Rural Works, Southern Circle, Sunabeda SERWSCSBD – Online – 04/2018- 19 09.07.2018 at 11.00 A.M. 25.07.2018 up to 5.00 P.M. 24.07.2018 up to 2.00 P.M. 26.07.2018 at 11.00 A.M. To be intimated to qualified bidder: [586, 1162, 1090, 1274]
agri-notice: [18, 76, 370, 344]
doa-ref-number: 01034/11/0033/1819: [24, 1009, 116, 1021]
black-dot: [149, 2268, 165, 2284]
ph-govt: GOVERNMENT OF ODISHA: [1231, 81, 1401, 96]
ps-terms: Terms and Conditions:: [28, 2077, 169, 2093]
ouat-advt: [382, 76, 734, 468]
nursing-calendar-title: TENTATIVE ADMISSION CALENDAR OF BASIC B.SC., P.B.B.SC & M.SC NURING COURSES FOR THE ACADEMIC SESSION 2018-19: [601, 1919, 1075, 1952]
table-row: 02. Type of Bid : Two Bid Systems: [1120, 232, 1357, 243]
table-row: 4. Time for completion: 6 (six) & 9(nine) months: [1119, 1253, 1474, 1266]
ph-email: Email ID : eephdsbp@gmail.com, eephsbp@nic.in: [1189, 140, 1403, 151]
sun-note6: 6. Further details can be seen from the website www.tendersodisha.gov.in.: [586, 1273, 883, 1284]
chc-body: Sealed quotations are invited from Travel Agencies/Transporters/Tour Operator/ Individuals/ Private Organization/ NGOs situated within Sambalpur District (near Jujomura preferable) for supply of vehicle on monthly hiring basis to be used in CHC, Jujomura health institution of Sambalpur district as per the following specification.: [586, 1572, 1090, 1624]
table-row: 4. Surveillance Hard Disc 4 TB 01 pc: [391, 836, 726, 852]
list-item: 8) The Quotation completed in all respect should reach the undersigned on or before 13.07.2018 by 03.30 PM and shall be opened on the same day at 04.30 P.M. in presence of the bidders or their authorized representatives.: [1118, 1984, 1474, 2019]
yellow-dot: [728, 2268, 744, 2284]
sun-ref: 25045/11/0005/1819: [582, 1501, 674, 1513]
ph-title: OFFICE OF THE EXECUTIVE ENGINEER P.H. DIVISION, SAMBALPUR: [1162, 96, 1470, 130]
cyan-dot: [690, 2268, 706, 2284]
